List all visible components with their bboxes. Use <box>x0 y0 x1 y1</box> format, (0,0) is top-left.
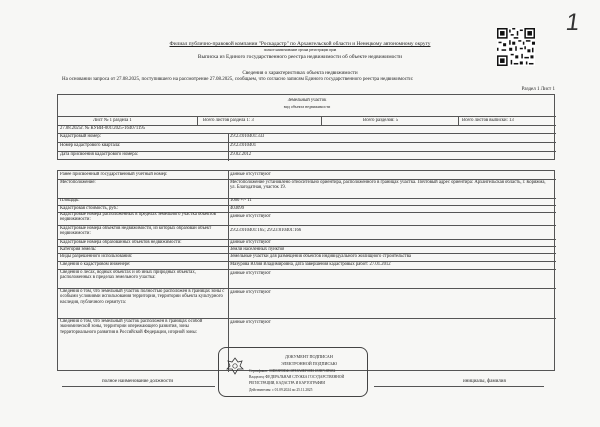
row-label: Кадастровые номера образованных объектов недвижимости: <box>60 240 182 245</box>
org-name: Филиал публично-правовой компании "Роскадастр" по Архангельской области и Ненецкому автономному округу <box>169 41 431 47</box>
handwritten-page-number: 1 <box>564 9 582 36</box>
position-line <box>62 386 215 387</box>
row-value: 403099 <box>230 206 245 211</box>
row-value: Земли населенных пунктов <box>230 247 285 252</box>
row-label: Площадь: <box>60 198 80 203</box>
top-row-label: Кадастровый номер: <box>60 134 101 139</box>
row-value: 29:23:010401:165; 29:23:010401:166 <box>230 228 302 233</box>
top-row-label: Номер кадастрового квартала: <box>60 143 121 148</box>
stamp-owner-cont: РЕГИСТРАЦИИ, КАДАСТРА И КАРТОГРАФИИ <box>249 381 325 385</box>
row-label: Кадастровые номера расположенных в пределах земельного участка объектов недвижимости: <box>60 212 216 223</box>
row-label: Сведения о лесах, водных объектах и об иных природных объектах, расположенных в пределах земельного участка: <box>60 270 196 281</box>
stamp-owner: Владелец: ФЕДЕРАЛЬНАЯ СЛУЖБА ГОСУДАРСТВЕННОЙ <box>249 375 345 379</box>
request-id: 27.08.2025г. № КУВИ-001/2025-164071195 <box>60 126 146 131</box>
sheets-total: Всего листов выписки: 13 <box>462 118 514 123</box>
row-value: данные отсутствуют <box>230 240 271 245</box>
qr-code-icon <box>497 28 535 66</box>
row-value: Мазурова Юлия Владимировна, дата завершения кадастровых работ: 27.01.2012 <box>230 262 391 267</box>
top-row-value: 29.02.2012 <box>230 152 252 157</box>
position-caption: полное наименование должности <box>102 379 174 384</box>
sheets-in-section: Всего листов раздела 1: 3 <box>203 118 254 123</box>
top-row-label: Дата присвоения кадастрового номера: <box>60 152 138 157</box>
name-line <box>374 386 544 387</box>
row-label: Сведения о том, что земельный участок расположен в границах особой экономической зоны, территории опережающего развития, зоны территориального развития в Российской Федерации, игорной зоны: <box>60 319 203 335</box>
e-signature-stamp <box>218 347 368 397</box>
sheet-number: Лист № 1 раздела 1 <box>93 118 132 123</box>
coat-of-arms-icon <box>225 356 245 376</box>
row-label: Кадастровая стоимость, руб.: <box>60 206 119 211</box>
row-label: Кадастровые номера объектов недвижимости, из которых образован объект недвижимости: <box>60 226 212 237</box>
extract-title: Выписка из Единого государственного реестра недвижимости об объекте недвижимости <box>197 54 403 60</box>
attributes-table <box>57 170 555 371</box>
stamp-title: ДОКУМЕНТ ПОДПИСАН <box>285 354 333 359</box>
org-caption: полное наименование органа регистрации прав <box>263 48 337 52</box>
top-row-value: 29:23:010401:333 <box>230 134 265 139</box>
object-type: Земельный участок <box>287 98 327 103</box>
row-label: Виды разрешенного использования: <box>60 254 133 259</box>
stamp-subtitle: ЭЛЕКТРОННОЙ ПОДПИСЬЮ <box>281 361 338 366</box>
top-row-value: 29:23:010401 <box>230 143 257 148</box>
section-label: Раздел 1 Лист 1 <box>521 87 555 92</box>
row-value: данные отсутствуют <box>230 271 271 276</box>
row-label: Категория земель: <box>60 247 97 252</box>
sections-total: Всего разделов: 5 <box>363 118 399 123</box>
row-value: данные отсутствуют <box>230 320 271 325</box>
object-type-caption: вид объекта недвижимости <box>283 104 331 109</box>
row-label: Местоположение: <box>60 180 96 185</box>
row-label: Сведения о кадастровом инженере: <box>60 262 131 267</box>
row-value: данные отсутствуют <box>230 290 271 295</box>
row-value: данные отсутствуют <box>230 172 271 177</box>
row-value: Земельные участки для размещения объектов индивидуального жилищного строительства <box>230 254 411 259</box>
row-value: 1000 +/- 11 <box>230 198 252 203</box>
stamp-certificate: Сертификат: 00DE8FDD4C0FE8A8EF08E11E88718F6E2 <box>249 369 336 373</box>
info-title: Сведения о характеристиках объекта недвижимости <box>242 70 358 76</box>
row-label: Сведения о том, что земельный участок полностью расположен в границах зоны с особыми условиями использования территории, территории объекта культурного наследия, публичного сервитута: <box>60 289 225 305</box>
row-label: Ранее присвоенный государственный учетный номер: <box>60 172 168 177</box>
header-table <box>57 94 555 160</box>
intro-text: На основании запроса от 27.08.2025, поступившего на рассмотрение 27.08.2025, сообщаем, что согласно записям Единого государственного реестра недвижимости: <box>62 77 414 82</box>
stamp-validity: Действителен: с 01.09.2024 по 25.11.2025 <box>249 388 313 392</box>
name-caption: инициалы, фамилия <box>463 379 506 384</box>
row-value: Местоположение установлено относительно ориентира, расположенного в границах участка. Почтовый адрес ориентира: Архангельская область, г. Коряжма, ул. Благодатная, участок 19. <box>230 180 546 191</box>
row-value: данные отсутствуют <box>230 214 271 219</box>
